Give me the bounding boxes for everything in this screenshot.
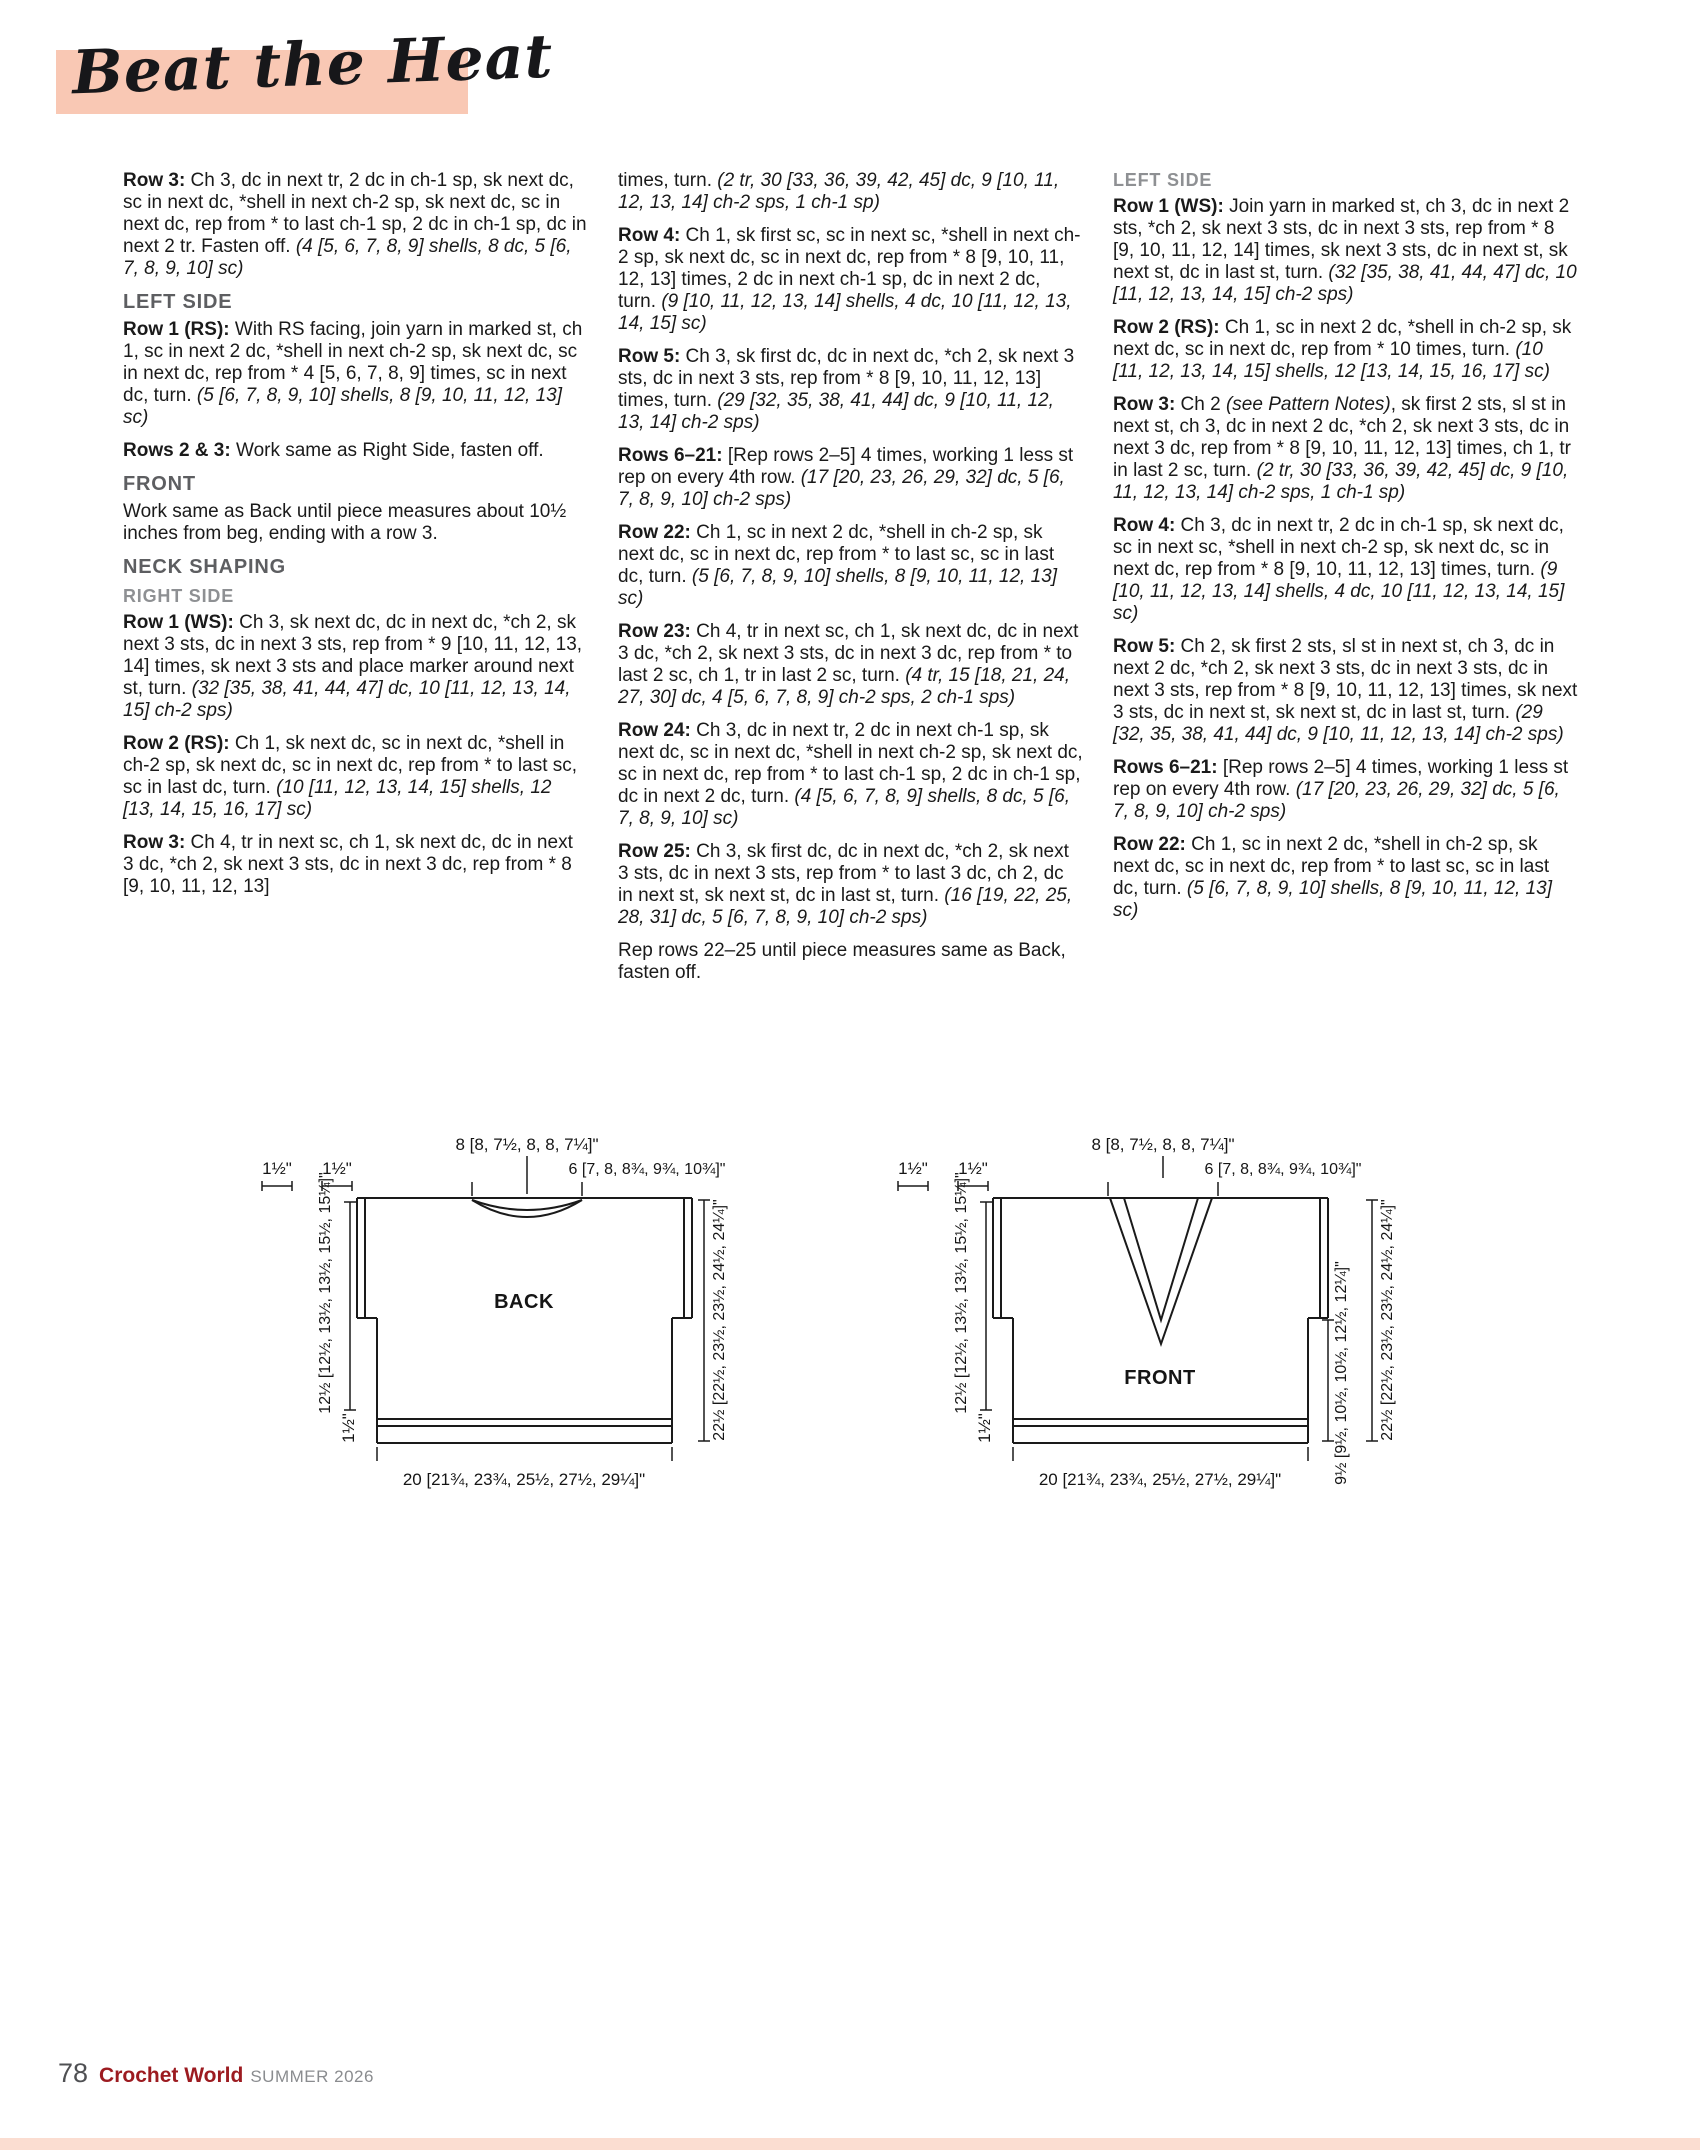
sub-heading: LEFT SIDE <box>1113 170 1213 190</box>
pattern-paragraph <box>123 170 588 280</box>
row-label: Row 1 (WS): <box>123 612 234 633</box>
instruction-text: times, turn. <box>618 170 718 191</box>
pattern-paragraph <box>618 940 1083 984</box>
pattern-paragraph <box>123 440 588 462</box>
front-band-label: 1½" <box>975 1413 994 1443</box>
page-edge-strip <box>0 2138 1700 2150</box>
pattern-column-1 <box>123 170 588 995</box>
row-label: Row 4: <box>1113 515 1176 536</box>
row-label: Row 3: <box>123 170 186 191</box>
magazine-title: Crochet World <box>99 2064 244 2087</box>
instruction-text: , sk first 2 sts, sl st in next st, ch 3, dc in next 2 dc, *ch 2, sk next 3 sts, dc in next 3 dc, rep from * 8 [9, 10, 11, 12, 13] times, ch 1, tr in last 2 sc, turn. <box>1113 394 1571 481</box>
row-label: Row 3: <box>123 832 186 853</box>
row-label: Row 22: <box>618 522 691 543</box>
pattern-paragraph <box>1113 636 1578 746</box>
back-neck-width-label: 8 [8, 7½, 8, 8, 7¼]" <box>455 1135 599 1154</box>
row-label: Row 5: <box>1113 636 1176 657</box>
instruction-text: Ch 4, tr in next sc, ch 1, sk next dc, dc in next 3 dc, *ch 2, sk next 3 sts, dc in next 3 dc, rep from * to last 2 sc, ch 1, tr in last 2 sc, turn. <box>618 621 1079 686</box>
row-label: Row 1 (WS): <box>1113 196 1224 217</box>
instruction-text: Ch 3, dc in next tr, 2 dc in ch-1 sp, sk next dc, sc in next sc, *shell in next ch-2 sp, sk next dc, sc in next dc, rep from * 8 [9, 10, 11, 12, 13] times, turn. <box>1113 515 1564 580</box>
instruction-text: Ch 1, sc in next 2 dc, *shell in ch-2 sp, sk next dc, sc in next dc, rep from * to last sc, sc in last dc, turn. <box>1113 834 1550 899</box>
front-schematic <box>858 1128 1438 1508</box>
instruction-text: Ch 2, sk first 2 sts, sl st in next st, ch 3, dc in next 2 dc, *ch 2, sk next 3 sts, dc in next 3 sts, dc in next 3 sts, rep from * 8 [9, 10, 11, 12, 13] times, sk next 3 sts, dc in next st, sk next st, dc in last st, turn. <box>1113 636 1578 723</box>
front-side-length-label: 12½ [12½, 13½, 13½, 15½, 15¼]" <box>953 1172 970 1414</box>
front-bottom-width-label: 20 [21¾, 23¾, 25½, 27½, 29¼]" <box>1038 1470 1282 1489</box>
stitch-count: (17 [20, 23, 26, 29, 32] dc, 5 [6, 7, 8, 9, 10] ch-2 sps) <box>1113 779 1560 822</box>
stitch-count: (4 [5, 6, 7, 8, 9] shells, 8 dc, 5 [6, 7, 8, 9, 10] sc) <box>123 236 572 279</box>
front-shoulder-label-b: 1½" <box>958 1159 988 1178</box>
instruction-text: [Rep rows 2–5] 4 times, working 1 less st rep on every 4th row. <box>1113 757 1569 800</box>
page-footer <box>58 2058 374 2089</box>
stitch-count: (4 tr, 15 [18, 21, 24, 27, 30] dc, 4 [5, 6, 7, 8, 9] ch-2 sps, 2 ch-1 sps) <box>618 665 1070 708</box>
pattern-paragraph <box>618 445 1083 511</box>
instruction-text: Ch 2 <box>1175 394 1226 415</box>
pattern-paragraph <box>618 170 1083 214</box>
back-schematic <box>222 1128 802 1508</box>
back-shoulder-label-a: 1½" <box>262 1159 292 1178</box>
stitch-count: (10 [11, 12, 13, 14, 15] shells, 12 [13, 14, 15, 16, 17] sc) <box>1113 339 1550 382</box>
row-label: Row 23: <box>618 621 691 642</box>
instruction-text: Ch 3, dc in next tr, 2 dc in ch-1 sp, sk next dc, sc in next dc, *shell in next ch-2 sp, sk next dc, sc in next dc, rep from * to last ch-1 sp, 2 dc in ch-1 sp, dc in next 2 tr. Fasten off. <box>123 170 587 257</box>
pattern-paragraph <box>1113 317 1578 383</box>
row-label: Row 2 (RS): <box>123 733 230 754</box>
back-side-length-label: 12½ [12½, 13½, 13½, 15½, 15¼]" <box>317 1172 334 1414</box>
row-label: Row 2 (RS): <box>1113 317 1220 338</box>
back-total-length-label: 22½ [22½, 23½, 23½, 24½, 24¼]" <box>711 1199 728 1441</box>
front-piece-label: FRONT <box>1124 1367 1196 1389</box>
front-neck-width-label: 8 [8, 7½, 8, 8, 7¼]" <box>1091 1135 1235 1154</box>
row-label: Rows 6–21: <box>618 445 723 466</box>
front-shoulder-label-a: 1½" <box>898 1159 928 1178</box>
row-label: Row 25: <box>618 841 691 862</box>
stitch-count: (5 [6, 7, 8, 9, 10] shells, 8 [9, 10, 11, 12, 13] sc) <box>1113 878 1553 921</box>
row-label: Row 1 (RS): <box>123 319 230 340</box>
stitch-count: (see Pattern Notes) <box>1225 394 1391 415</box>
row-label: Rows 6–21: <box>1113 757 1218 778</box>
stitch-count: (29 [32, 35, 38, 41, 44] dc, 9 [10, 11, 12, 13, 14] ch-2 sps) <box>618 390 1054 433</box>
back-sleeve-edge-label: 6 [7, 8, 8¾, 9¾, 10¾]" <box>568 1161 726 1178</box>
instruction-text: With RS facing, join yarn in marked st, ch 1, sc in next 2 dc, *shell in next ch-2 sp, sk next dc, sc in next dc, rep from * 4 [5, 6, 7, 8, 9] times, sc in next dc, turn. <box>123 319 583 406</box>
pattern-paragraph <box>1113 834 1578 922</box>
page-number: 78 <box>58 2058 89 2088</box>
pattern-paragraph <box>618 346 1083 434</box>
row-label: Row 5: <box>618 346 681 367</box>
front-garment-outline <box>993 1198 1328 1443</box>
issue-label: SUMMER 2026 <box>250 2067 374 2086</box>
section-heading: FRONT <box>123 473 196 495</box>
pattern-paragraph <box>618 522 1083 610</box>
instruction-text: Ch 3, sk next dc, dc in next dc, *ch 2, sk next 3 sts, dc in next 3 sts, rep from * 9 [10, 11, 12, 13, 14] times, sk next 3 sts and place marker around next st, turn. <box>123 612 583 699</box>
stitch-count: (5 [6, 7, 8, 9, 10] shells, 8 [9, 10, 11, 12, 13] sc) <box>618 566 1058 609</box>
front-neck-depth-label: 9½ [9½, 10½, 10½, 12½, 12¼]" <box>1333 1261 1350 1485</box>
pattern-paragraph <box>1113 515 1578 625</box>
pattern-columns <box>123 170 1578 995</box>
front-sleeve-edge-label: 6 [7, 8, 8¾, 9¾, 10¾]" <box>1204 1161 1362 1178</box>
row-label: Row 22: <box>1113 834 1186 855</box>
row-label: Row 24: <box>618 720 691 741</box>
pattern-paragraph <box>1113 196 1578 306</box>
stitch-count: (5 [6, 7, 8, 9, 10] shells, 8 [9, 10, 11, 12, 13] sc) <box>123 385 563 428</box>
pattern-column-2 <box>618 170 1083 995</box>
pattern-paragraph <box>123 319 588 429</box>
stitch-count: (9 [10, 11, 12, 13, 14] shells, 4 dc, 10 [11, 12, 13, 14, 15] sc) <box>618 291 1072 334</box>
pattern-paragraph <box>618 225 1083 335</box>
front-total-length-label: 22½ [22½, 23½, 23½, 24½, 24¼]" <box>1379 1199 1396 1441</box>
back-piece-label: BACK <box>494 1291 554 1313</box>
instruction-text: Work same as Back until piece measures about 10½ inches from beg, ending with a row 3. <box>123 501 567 544</box>
stitch-count: (9 [10, 11, 12, 13, 14] shells, 4 dc, 10 [11, 12, 13, 14, 15] sc) <box>1113 559 1565 624</box>
back-shoulder-label-b: 1½" <box>322 1159 352 1178</box>
pattern-paragraph <box>123 733 588 821</box>
instruction-text: Rep rows 22–25 until piece measures same as Back, fasten off. <box>618 940 1066 983</box>
stitch-count: (10 [11, 12, 13, 14, 15] shells, 12 [13, 14, 15, 16, 17] sc) <box>123 777 552 820</box>
pattern-paragraph <box>123 832 588 898</box>
section-heading: NECK SHAPING <box>123 556 286 578</box>
stitch-count: (17 [20, 23, 26, 29, 32] dc, 5 [6, 7, 8, 9, 10] ch-2 sps) <box>618 467 1065 510</box>
front-schematic-drawing <box>858 1128 1438 1508</box>
logo-banner <box>56 21 555 114</box>
pattern-column-3 <box>1113 170 1578 995</box>
pattern-paragraph <box>123 612 588 722</box>
instruction-text: Work same as Right Side, fasten off. <box>230 440 544 461</box>
row-label: Row 3: <box>1113 394 1176 415</box>
pattern-paragraph <box>1113 757 1578 823</box>
stitch-count: (2 tr, 30 [33, 36, 39, 42, 45] dc, 9 [10, 11, 12, 13, 14] ch-2 sps, 1 ch-1 sp) <box>618 170 1060 213</box>
row-label: Rows 2 & 3: <box>123 440 231 461</box>
instruction-text: [Rep rows 2–5] 4 times, working 1 less st rep on every 4th row. <box>618 445 1074 488</box>
back-schematic-drawing <box>222 1128 802 1508</box>
instruction-text: Join yarn in marked st, ch 3, dc in next 2 sts, *ch 2, sk next 3 sts, dc in next 3 sts, rep from * 8 [9, 10, 11, 12, 14] times, sk next 3 sts, dc in next st, sk next st, dc in last st, turn. <box>1113 196 1570 283</box>
instruction-text: Ch 1, sc in next 2 dc, *shell in ch-2 sp, sk next dc, sc in next dc, rep from * to last sc, sc in last dc, turn. <box>618 522 1055 587</box>
stitch-count: (32 [35, 38, 41, 44, 47] dc, 10 [11, 12, 13, 14, 15] ch-2 sps) <box>1113 262 1577 305</box>
back-garment-outline <box>357 1198 692 1443</box>
section-heading: LEFT SIDE <box>123 291 233 313</box>
back-band-label: 1½" <box>339 1413 358 1443</box>
sub-heading: RIGHT SIDE <box>123 586 235 606</box>
stitch-count: (32 [35, 38, 41, 44, 47] dc, 10 [11, 12, 13, 14, 15] ch-2 sps) <box>123 678 571 721</box>
front-dimension-ticks <box>898 1156 1378 1461</box>
instruction-text: Ch 1, sk next dc, sc in next dc, *shell in ch-2 sp, sk next dc, sc in next dc, rep from * to last sc, sc in last dc, turn. <box>123 733 578 798</box>
pattern-paragraph <box>618 621 1083 709</box>
row-label: Row 4: <box>618 225 681 246</box>
instruction-text: Ch 3, sk first dc, dc in next dc, *ch 2, sk next 3 sts, dc in next 3 sts, rep from * 8 [9, 10, 11, 12, 13] times, turn. <box>618 346 1075 411</box>
instruction-text: Ch 3, dc in next tr, 2 dc in next ch-1 sp, sk next dc, sc in next dc, *shell in next ch-2 sp, sk next dc, sc in next dc, rep from * to last ch-1 sp, 2 dc in ch-1 sp, dc in next 2 dc, turn. <box>618 720 1083 807</box>
stitch-count: (2 tr, 30 [33, 36, 39, 42, 45] dc, 9 [10, 11, 12, 13, 14] ch-2 sps, 1 ch-1 sp) <box>1113 460 1569 503</box>
pattern-paragraph <box>618 720 1083 830</box>
pattern-paragraph <box>618 841 1083 929</box>
stitch-count: (4 [5, 6, 7, 8, 9] shells, 8 dc, 5 [6, 7, 8, 9, 10] sc) <box>618 786 1071 829</box>
back-bottom-width-label: 20 [21¾, 23¾, 25½, 27½, 29¼]" <box>402 1470 646 1489</box>
pattern-paragraph <box>123 501 588 545</box>
logo-beat-the-heat: Beat the Heat <box>70 21 555 109</box>
stitch-count: (29 [32, 35, 38, 41, 44] dc, 9 [10, 11, 12, 13, 14] ch-2 sps) <box>1113 702 1564 745</box>
instruction-text: Ch 1, sk first sc, sc in next sc, *shell in next ch-2 sp, sk next dc, sc in next dc, rep from * 8 [9, 10, 11, 12, 13] times, 2 dc in next ch-1 sp, dc in next 2 dc, turn. <box>618 225 1081 312</box>
instruction-text: Ch 4, tr in next sc, ch 1, sk next dc, dc in next 3 dc, *ch 2, sk next 3 sts, dc in next 3 dc, rep from * 8 [9, 10, 11, 12, 13] <box>123 832 573 897</box>
instruction-text: Ch 1, sc in next 2 dc, *shell in ch-2 sp, sk next dc, sc in next dc, rep from * 10 times, turn. <box>1113 317 1572 360</box>
instruction-text: Ch 3, sk first dc, dc in next dc, *ch 2, sk next 3 sts, dc in next 3 sts, rep from * to last 3 dc, ch 2, dc in next st, sk next st, dc in last st, turn. <box>618 841 1069 906</box>
stitch-count: (16 [19, 22, 25, 28, 31] dc, 5 [6, 7, 8, 9, 10] ch-2 sps) <box>618 885 1073 928</box>
pattern-paragraph <box>1113 394 1578 504</box>
